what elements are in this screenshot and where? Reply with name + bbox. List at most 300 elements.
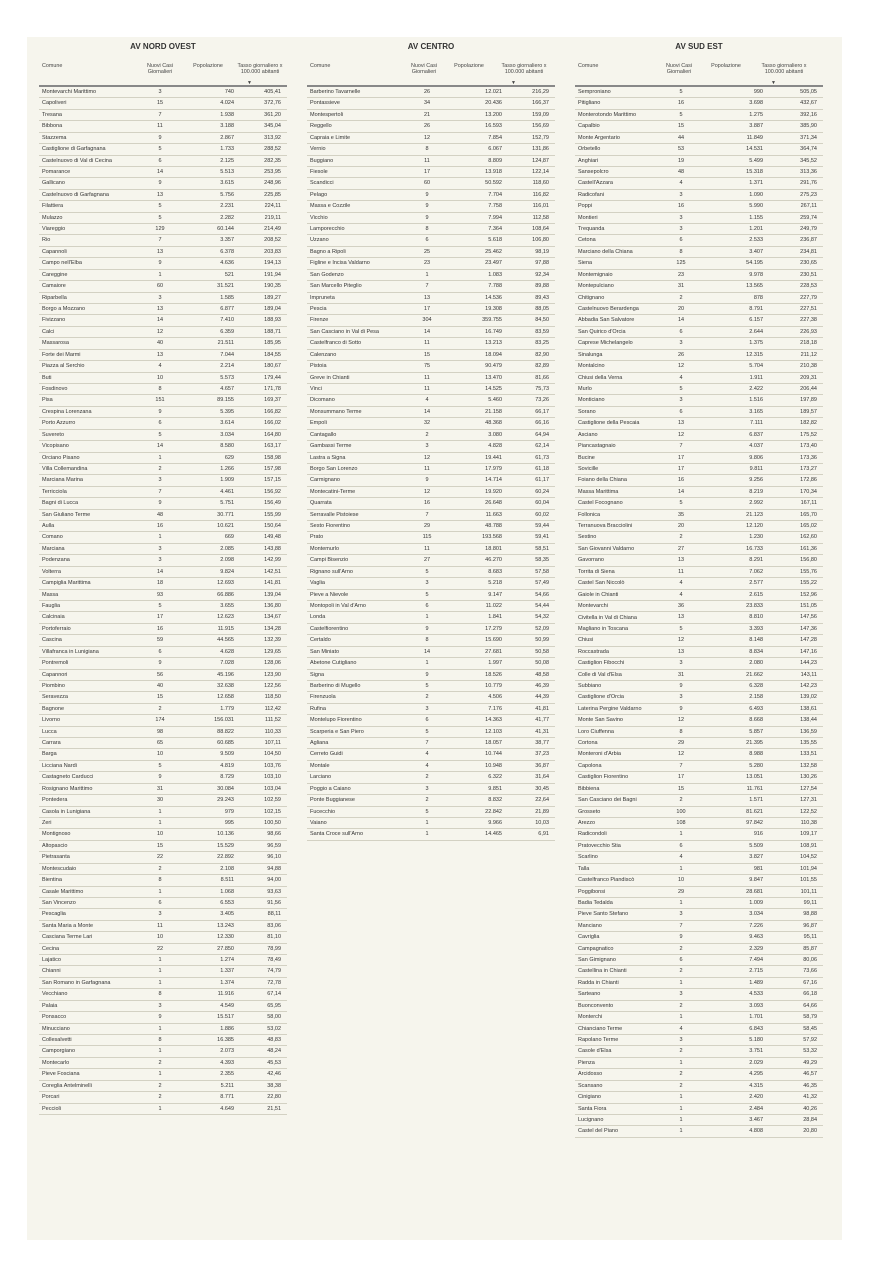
cell-cases: 12 bbox=[661, 361, 701, 372]
cell-rate: 234,81 bbox=[767, 246, 823, 257]
table-row bbox=[39, 475, 287, 486]
cell-comune: Cerreto Guidi bbox=[307, 749, 408, 760]
cell-population: 1.701 bbox=[701, 1012, 767, 1023]
table-row bbox=[307, 760, 555, 771]
cell-rate: 173,36 bbox=[767, 452, 823, 463]
table-row bbox=[39, 932, 287, 943]
cell-population: 48.788 bbox=[446, 521, 506, 532]
table-row bbox=[39, 281, 287, 292]
cell-rate: 139,02 bbox=[767, 692, 823, 703]
cell-rate: 127,54 bbox=[767, 783, 823, 794]
cell-comune: Montespertoli bbox=[307, 109, 408, 120]
table-row bbox=[575, 121, 823, 132]
cell-cases: 4 bbox=[661, 589, 701, 600]
table-row bbox=[575, 589, 823, 600]
cell-comune: Semproniano bbox=[575, 87, 661, 98]
cell-rate: 101,11 bbox=[767, 886, 823, 897]
cell-cases: 65 bbox=[140, 738, 180, 749]
table-row bbox=[575, 1046, 823, 1057]
table-row bbox=[39, 269, 287, 280]
cell-comune: Pescia bbox=[307, 304, 408, 315]
cell-cases: 100 bbox=[661, 806, 701, 817]
cell-rate: 57,49 bbox=[506, 578, 555, 589]
cell-comune: Caprese Michelangelo bbox=[575, 338, 661, 349]
cell-rate: 59,41 bbox=[506, 532, 555, 543]
cell-comune: Castellina in Chianti bbox=[575, 966, 661, 977]
cell-population: 1.489 bbox=[701, 977, 767, 988]
cell-rate: 75,73 bbox=[506, 383, 555, 394]
cell-rate: 248,96 bbox=[238, 178, 287, 189]
table-row bbox=[39, 1000, 287, 1011]
cell-population: 2.484 bbox=[701, 1103, 767, 1114]
cell-population: 3.393 bbox=[701, 623, 767, 634]
cell-rate: 10,03 bbox=[506, 818, 555, 829]
cell-population: 13.918 bbox=[446, 166, 506, 177]
table-row bbox=[39, 509, 287, 520]
cell-population: 10.136 bbox=[180, 829, 238, 840]
cell-cases: 11 bbox=[408, 463, 446, 474]
cell-rate: 38,77 bbox=[506, 738, 555, 749]
table-row bbox=[39, 258, 287, 269]
cell-cases: 9 bbox=[661, 680, 701, 691]
cell-cases: 2 bbox=[408, 795, 446, 806]
cell-population: 2.867 bbox=[180, 132, 238, 143]
table-row bbox=[39, 452, 287, 463]
cell-cases: 9 bbox=[408, 201, 446, 212]
cell-population: 2.125 bbox=[180, 155, 238, 166]
table-row bbox=[39, 292, 287, 303]
cell-cases: 3 bbox=[408, 703, 446, 714]
cell-cases: 5 bbox=[661, 383, 701, 394]
cell-population: 10.948 bbox=[446, 760, 506, 771]
cell-comune: Rosignano Marittimo bbox=[39, 783, 140, 794]
cell-population: 5.751 bbox=[180, 498, 238, 509]
cell-cases: 12 bbox=[408, 486, 446, 497]
cell-comune: Castelfiorentino bbox=[307, 623, 408, 634]
cell-rate: 50,08 bbox=[506, 658, 555, 669]
cell-cases: 4 bbox=[661, 578, 701, 589]
table-row bbox=[307, 749, 555, 760]
cell-comune: Scandicci bbox=[307, 178, 408, 189]
cell-population: 14.465 bbox=[446, 829, 506, 840]
cell-cases: 11 bbox=[661, 566, 701, 577]
cell-rate: 91,56 bbox=[238, 897, 287, 908]
cell-rate: 96,87 bbox=[767, 920, 823, 931]
cell-cases: 1 bbox=[140, 1023, 180, 1034]
cell-rate: 6,91 bbox=[506, 829, 555, 840]
cell-comune: Casale Marittimo bbox=[39, 886, 140, 897]
cell-rate: 110,33 bbox=[238, 726, 287, 737]
table-row bbox=[39, 246, 287, 257]
cell-comune: San Godenzo bbox=[307, 269, 408, 280]
cell-comune: Santa Fiora bbox=[575, 1103, 661, 1114]
cell-cases: 34 bbox=[408, 98, 446, 109]
table-row bbox=[575, 1080, 823, 1091]
cell-population: 1.997 bbox=[446, 658, 506, 669]
cell-population: 7.704 bbox=[446, 189, 506, 200]
table-row bbox=[39, 669, 287, 680]
cell-rate: 20,80 bbox=[767, 1126, 823, 1137]
cell-population: 13.243 bbox=[180, 920, 238, 931]
cell-population: 4.636 bbox=[180, 258, 238, 269]
table-row bbox=[575, 441, 823, 452]
cell-cases: 5 bbox=[140, 201, 180, 212]
cell-rate: 167,11 bbox=[767, 498, 823, 509]
cell-population: 4.461 bbox=[180, 486, 238, 497]
cell-comune: Pietrasanta bbox=[39, 852, 140, 863]
cell-rate: 102,15 bbox=[238, 806, 287, 817]
cell-comune: Campagnatico bbox=[575, 943, 661, 954]
cell-rate: 131,86 bbox=[506, 144, 555, 155]
cell-comune: Arcidosso bbox=[575, 1069, 661, 1080]
cell-population: 1.938 bbox=[180, 109, 238, 120]
cell-comune: Coreglia Antelminelli bbox=[39, 1080, 140, 1091]
cell-cases: 8 bbox=[661, 726, 701, 737]
cell-rate: 156,49 bbox=[238, 498, 287, 509]
cell-rate: 136,80 bbox=[238, 600, 287, 611]
table-row bbox=[575, 395, 823, 406]
cell-comune: Scarlino bbox=[575, 852, 661, 863]
cell-rate: 228,53 bbox=[767, 281, 823, 292]
table-row bbox=[575, 315, 823, 326]
table-row bbox=[39, 326, 287, 337]
cell-rate: 206,44 bbox=[767, 383, 823, 394]
table-row bbox=[575, 955, 823, 966]
cell-rate: 58,79 bbox=[767, 1012, 823, 1023]
table-row bbox=[575, 509, 823, 520]
table-row bbox=[307, 235, 555, 246]
cell-comune: Lucca bbox=[39, 726, 140, 737]
table-row bbox=[39, 749, 287, 760]
cell-rate: 161,36 bbox=[767, 543, 823, 554]
cell-cases: 31 bbox=[661, 669, 701, 680]
table-row bbox=[307, 155, 555, 166]
cell-cases: 13 bbox=[140, 304, 180, 315]
cell-cases: 10 bbox=[140, 749, 180, 760]
cell-rate: 190,35 bbox=[238, 281, 287, 292]
cell-cases: 8 bbox=[140, 989, 180, 1000]
cell-comune: Monte San Savino bbox=[575, 715, 661, 726]
table-row bbox=[307, 349, 555, 360]
cell-comune: Montepulciano bbox=[575, 281, 661, 292]
table-row bbox=[575, 726, 823, 737]
cell-comune: Santa Maria a Monte bbox=[39, 920, 140, 931]
table-row bbox=[575, 543, 823, 554]
cell-population: 3.698 bbox=[701, 98, 767, 109]
cell-population: 44.565 bbox=[180, 635, 238, 646]
table-row bbox=[307, 144, 555, 155]
cell-comune: Calcinaia bbox=[39, 612, 140, 623]
cell-rate: 37,23 bbox=[506, 749, 555, 760]
cell-cases: 35 bbox=[661, 509, 701, 520]
cell-population: 8.810 bbox=[701, 612, 767, 623]
cell-cases: 3 bbox=[661, 909, 701, 920]
cell-cases: 5 bbox=[140, 600, 180, 611]
cell-population: 25.462 bbox=[446, 246, 506, 257]
cell-comune: Montignoso bbox=[39, 829, 140, 840]
table-row bbox=[39, 623, 287, 634]
cell-rate: 65,95 bbox=[238, 1000, 287, 1011]
cell-comune: Gallicano bbox=[39, 178, 140, 189]
cell-cases: 48 bbox=[140, 509, 180, 520]
cell-rate: 128,06 bbox=[238, 658, 287, 669]
cell-rate: 291,76 bbox=[767, 178, 823, 189]
cell-rate: 58,35 bbox=[506, 555, 555, 566]
cell-cases: 5 bbox=[408, 680, 446, 691]
table-row bbox=[39, 463, 287, 474]
column-av-centro bbox=[307, 37, 555, 841]
cell-population: 1.155 bbox=[701, 212, 767, 223]
cell-comune: Chianciano Terme bbox=[575, 1023, 661, 1034]
table-row bbox=[307, 635, 555, 646]
cell-rate: 64,66 bbox=[767, 1000, 823, 1011]
cell-cases: 10 bbox=[140, 932, 180, 943]
cell-comune: San Gimignano bbox=[575, 955, 661, 966]
table-row bbox=[575, 372, 823, 383]
table-row bbox=[575, 783, 823, 794]
cell-cases: 13 bbox=[661, 555, 701, 566]
cell-population: 26.648 bbox=[446, 498, 506, 509]
cell-population: 1.090 bbox=[701, 189, 767, 200]
cell-cases: 31 bbox=[661, 281, 701, 292]
cell-comune: Londa bbox=[307, 612, 408, 623]
cell-cases: 5 bbox=[408, 589, 446, 600]
table-row bbox=[39, 897, 287, 908]
cell-rate: 95,11 bbox=[767, 932, 823, 943]
table-row bbox=[39, 646, 287, 657]
cell-comune: Pontassieve bbox=[307, 98, 408, 109]
cell-cases: 1 bbox=[140, 269, 180, 280]
cell-rate: 48,83 bbox=[238, 1035, 287, 1046]
cell-population: 3.887 bbox=[701, 121, 767, 132]
cell-cases: 115 bbox=[408, 532, 446, 543]
cell-cases: 15 bbox=[661, 783, 701, 794]
cell-rate: 405,41 bbox=[238, 87, 287, 98]
cell-comune: Serravalle Pistoiese bbox=[307, 509, 408, 520]
cell-rate: 189,04 bbox=[238, 304, 287, 315]
table-row bbox=[575, 521, 823, 532]
cell-comune: Subbiano bbox=[575, 680, 661, 691]
cell-comune: Pelago bbox=[307, 189, 408, 200]
cell-population: 48.368 bbox=[446, 418, 506, 429]
table-row bbox=[307, 429, 555, 440]
cell-population: 7.028 bbox=[180, 658, 238, 669]
cell-population: 6.378 bbox=[180, 246, 238, 257]
cell-comune: Castagneto Carducci bbox=[39, 772, 140, 783]
table-row bbox=[575, 943, 823, 954]
cell-population: 6.067 bbox=[446, 144, 506, 155]
table-row bbox=[307, 98, 555, 109]
cell-rate: 103,04 bbox=[238, 783, 287, 794]
cell-cases: 9 bbox=[661, 703, 701, 714]
cell-population: 50.592 bbox=[446, 178, 506, 189]
cell-rate: 155,22 bbox=[767, 578, 823, 589]
cell-comune: Poggibonsi bbox=[575, 886, 661, 897]
cell-rate: 189,57 bbox=[767, 406, 823, 417]
table-row bbox=[307, 258, 555, 269]
cell-population: 13.470 bbox=[446, 372, 506, 383]
sort-down-icon[interactable]: ▼ bbox=[247, 80, 252, 86]
table-row bbox=[39, 383, 287, 394]
table-row bbox=[307, 600, 555, 611]
cell-population: 5.280 bbox=[701, 760, 767, 771]
cell-population: 3.751 bbox=[701, 1046, 767, 1057]
cell-rate: 143,88 bbox=[238, 543, 287, 554]
cell-population: 1.909 bbox=[180, 475, 238, 486]
cell-rate: 98,88 bbox=[767, 909, 823, 920]
cell-population: 60.685 bbox=[180, 738, 238, 749]
cell-comune: Massa e Cozzile bbox=[307, 201, 408, 212]
cell-population: 20.436 bbox=[446, 98, 506, 109]
cell-comune: Monte Argentario bbox=[575, 132, 661, 143]
table-row bbox=[575, 920, 823, 931]
cell-rate: 313,36 bbox=[767, 166, 823, 177]
table-row bbox=[575, 715, 823, 726]
table-row bbox=[39, 692, 287, 703]
cell-population: 1.886 bbox=[180, 1023, 238, 1034]
cell-comune: Castelnuovo di Val di Cecina bbox=[39, 155, 140, 166]
cell-cases: 14 bbox=[661, 486, 701, 497]
cell-rate: 66,17 bbox=[506, 406, 555, 417]
cell-cases: 3 bbox=[140, 475, 180, 486]
cell-cases: 29 bbox=[408, 521, 446, 532]
table-row bbox=[575, 669, 823, 680]
cell-cases: 14 bbox=[408, 646, 446, 657]
cell-rate: 66,16 bbox=[506, 418, 555, 429]
table-row bbox=[575, 612, 823, 623]
cell-rate: 83,06 bbox=[238, 920, 287, 931]
cell-comune: Monticiano bbox=[575, 395, 661, 406]
cell-cases: 59 bbox=[140, 635, 180, 646]
cell-population: 2.085 bbox=[180, 543, 238, 554]
table-row bbox=[307, 498, 555, 509]
cell-cases: 11 bbox=[408, 372, 446, 383]
cell-rate: 98,66 bbox=[238, 829, 287, 840]
table-row bbox=[575, 909, 823, 920]
sort-down-icon[interactable]: ▼ bbox=[771, 80, 776, 86]
cell-comune: Monterchi bbox=[575, 1012, 661, 1023]
cell-comune: Casola in Lunigiana bbox=[39, 806, 140, 817]
cell-population: 2.615 bbox=[701, 589, 767, 600]
cell-population: 1.733 bbox=[180, 144, 238, 155]
cell-population: 19.441 bbox=[446, 452, 506, 463]
cell-population: 979 bbox=[180, 806, 238, 817]
table-row bbox=[39, 658, 287, 669]
cell-cases: 2 bbox=[140, 1057, 180, 1068]
cell-rate: 89,43 bbox=[506, 292, 555, 303]
cell-population: 981 bbox=[701, 863, 767, 874]
table-row bbox=[39, 1069, 287, 1080]
header-cases: Nuovi Casi Giornalieri bbox=[410, 62, 438, 75]
cell-cases: 3 bbox=[408, 783, 446, 794]
cell-cases: 22 bbox=[140, 943, 180, 954]
cell-comune: Porto Azzurro bbox=[39, 418, 140, 429]
cell-rate: 57,92 bbox=[767, 1035, 823, 1046]
cell-rate: 59,44 bbox=[506, 521, 555, 532]
cell-comune: Rufina bbox=[307, 703, 408, 714]
cell-rate: 197,89 bbox=[767, 395, 823, 406]
cell-rate: 118,60 bbox=[506, 178, 555, 189]
cell-cases: 5 bbox=[661, 109, 701, 120]
cell-rate: 226,93 bbox=[767, 326, 823, 337]
cell-population: 15.318 bbox=[701, 166, 767, 177]
cell-comune: Larciano bbox=[307, 772, 408, 783]
cell-rate: 84,50 bbox=[506, 315, 555, 326]
cell-comune: Bagni di Lucca bbox=[39, 498, 140, 509]
cell-cases: 3 bbox=[140, 543, 180, 554]
cell-cases: 6 bbox=[661, 326, 701, 337]
cell-cases: 11 bbox=[408, 543, 446, 554]
cell-cases: 4 bbox=[661, 178, 701, 189]
cell-population: 9.147 bbox=[446, 589, 506, 600]
table-row bbox=[307, 703, 555, 714]
cell-cases: 3 bbox=[140, 1000, 180, 1011]
cell-population: 19.920 bbox=[446, 486, 506, 497]
sort-down-icon[interactable]: ▼ bbox=[511, 80, 516, 86]
cell-rate: 227,79 bbox=[767, 292, 823, 303]
cell-rate: 218,18 bbox=[767, 338, 823, 349]
cell-comune: Castelnuovo Berardenga bbox=[575, 304, 661, 315]
table-row bbox=[307, 623, 555, 634]
cell-rate: 104,50 bbox=[238, 749, 287, 760]
cell-comune: Cecina bbox=[39, 943, 140, 954]
cell-comune: Montescudaio bbox=[39, 863, 140, 874]
cell-comune: Arezzo bbox=[575, 818, 661, 829]
cell-population: 54.195 bbox=[701, 258, 767, 269]
cell-rate: 155,99 bbox=[238, 509, 287, 520]
cell-population: 7.226 bbox=[701, 920, 767, 931]
cell-population: 32.638 bbox=[180, 680, 238, 691]
cell-cases: 9 bbox=[408, 623, 446, 634]
table-row bbox=[39, 189, 287, 200]
cell-rate: 112,58 bbox=[506, 212, 555, 223]
table-row bbox=[39, 612, 287, 623]
cell-comune: Livorno bbox=[39, 715, 140, 726]
cell-comune: Buonconvento bbox=[575, 1000, 661, 1011]
cell-rate: 165,70 bbox=[767, 509, 823, 520]
header-rate: Tasso giornaliero x 100.000 abitanti bbox=[237, 62, 283, 75]
cell-population: 8.771 bbox=[180, 1092, 238, 1103]
cell-comune: Bagno a Ripoli bbox=[307, 246, 408, 257]
cell-comune: Portoferraio bbox=[39, 623, 140, 634]
table-row bbox=[575, 692, 823, 703]
cell-rate: 44,39 bbox=[506, 692, 555, 703]
cell-rate: 41,31 bbox=[506, 726, 555, 737]
table-row bbox=[39, 406, 287, 417]
cell-rate: 132,58 bbox=[767, 760, 823, 771]
cell-comune: Asciano bbox=[575, 429, 661, 440]
cell-rate: 54,32 bbox=[506, 612, 555, 623]
table-row bbox=[575, 224, 823, 235]
cell-cases: 6 bbox=[140, 646, 180, 657]
cell-cases: 151 bbox=[140, 395, 180, 406]
cell-comune: Cantagallo bbox=[307, 429, 408, 440]
cell-population: 2.329 bbox=[701, 943, 767, 954]
cell-cases: 17 bbox=[661, 772, 701, 783]
data-table bbox=[307, 86, 555, 841]
cell-cases: 5 bbox=[140, 212, 180, 223]
cell-cases: 1 bbox=[140, 1046, 180, 1057]
cell-comune: Fucecchio bbox=[307, 806, 408, 817]
table-row bbox=[39, 703, 287, 714]
cell-cases: 5 bbox=[140, 760, 180, 771]
table-row bbox=[39, 635, 287, 646]
cell-population: 10.621 bbox=[180, 521, 238, 532]
cell-cases: 1 bbox=[661, 1114, 701, 1125]
cell-cases: 93 bbox=[140, 589, 180, 600]
table-row bbox=[39, 1023, 287, 1034]
table-row bbox=[307, 315, 555, 326]
